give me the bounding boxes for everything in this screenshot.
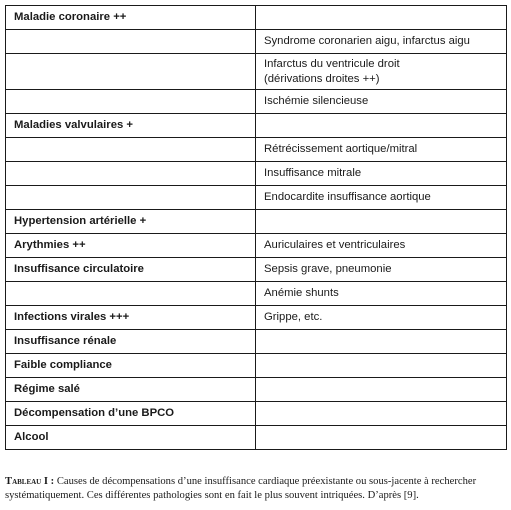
table-cell-category: Hypertension artérielle + — [6, 210, 256, 234]
table-cell-category — [6, 90, 256, 114]
causes-table — [5, 5, 507, 450]
table-cell-category: Maladies valvulaires + — [6, 114, 256, 138]
table-cell-detail — [256, 6, 507, 30]
table-row — [6, 114, 507, 138]
table-cell-category: Régime salé — [6, 378, 256, 402]
table-cell-category: Infections virales +++ — [6, 306, 256, 330]
table-cell-detail: Ischémie silencieuse — [256, 90, 507, 114]
table-row — [6, 402, 507, 426]
table-cell-detail — [256, 426, 507, 450]
table-row — [6, 30, 507, 54]
caption-label: Tableau I : — [5, 476, 55, 487]
table-cell-detail: Endocardite insuffisance aortique — [256, 186, 507, 210]
table-cell-category: Décompensation d’une BPCO — [6, 402, 256, 426]
table-cell-category — [6, 162, 256, 186]
table-cell-detail — [256, 210, 507, 234]
table-cell-category: Alcool — [6, 426, 256, 450]
table-cell-category — [6, 54, 256, 90]
table-cell-category — [6, 138, 256, 162]
table-row — [6, 306, 507, 330]
table-cell-detail — [256, 354, 507, 378]
table-cell-category: Insuffisance rénale — [6, 330, 256, 354]
table-cell-detail: Insuffisance mitrale — [256, 162, 507, 186]
caption-text: Causes de décompensations d’une insuffisance cardiaque préexistante ou sous-jacente à rechercher systématiquement. Ces différentes pathologies sont en fait le plus souvent intriquées. D’après [9]. — [5, 476, 477, 501]
table-row — [6, 282, 507, 306]
table-cell-detail: Auriculaires et ventriculaires — [256, 234, 507, 258]
table-row — [6, 162, 507, 186]
table-caption — [5, 475, 507, 503]
table-cell-detail — [256, 330, 507, 354]
table-cell-category — [6, 282, 256, 306]
table-cell-category: Maladie coronaire ++ — [6, 6, 256, 30]
table-cell-detail: Rétrécissement aortique/mitral — [256, 138, 507, 162]
table-row — [6, 138, 507, 162]
table-row — [6, 6, 507, 30]
table-row — [6, 210, 507, 234]
table-cell-detail — [256, 378, 507, 402]
table-row — [6, 354, 507, 378]
table-row — [6, 330, 507, 354]
table-row — [6, 234, 507, 258]
table-cell-detail: Infarctus du ventricule droit (dérivations droites ++) — [256, 54, 507, 90]
table-cell-category: Insuffisance circulatoire — [6, 258, 256, 282]
table-cell-category: Faible compliance — [6, 354, 256, 378]
table-row — [6, 54, 507, 90]
table-row — [6, 378, 507, 402]
table-row — [6, 90, 507, 114]
table-row — [6, 186, 507, 210]
table-cell-detail — [256, 114, 507, 138]
table-row — [6, 426, 507, 450]
table-cell-detail: Grippe, etc. — [256, 306, 507, 330]
table-row — [6, 258, 507, 282]
table-cell-detail — [256, 402, 507, 426]
table-cell-detail: Anémie shunts — [256, 282, 507, 306]
table-cell-detail: Syndrome coronarien aigu, infarctus aigu — [256, 30, 507, 54]
table-cell-detail: Sepsis grave, pneumonie — [256, 258, 507, 282]
table-cell-category — [6, 30, 256, 54]
table-cell-category — [6, 186, 256, 210]
table-cell-category: Arythmies ++ — [6, 234, 256, 258]
